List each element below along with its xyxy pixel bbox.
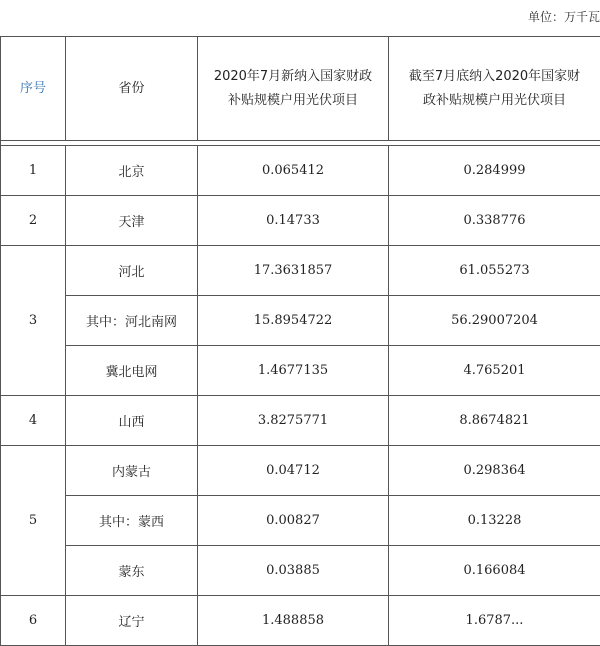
row-new-capacity: 17.3631857 bbox=[198, 246, 389, 296]
row-province: 北京 bbox=[66, 146, 198, 196]
row-new-capacity: 15.8954722 bbox=[198, 296, 389, 346]
header-new-july-text: 2020年7月新纳入国家财政补贴规模户用光伏项目 bbox=[198, 65, 388, 113]
table-row bbox=[1, 346, 600, 396]
header-cum-july-text: 截至7月底纳入2020年国家财政补贴规模户用光伏项目 bbox=[389, 65, 600, 113]
row-cumulative-capacity: 0.166084 bbox=[389, 546, 600, 596]
row-new-capacity: 0.00827 bbox=[198, 496, 389, 546]
header-row bbox=[1, 37, 600, 141]
table-row bbox=[1, 296, 600, 346]
row-seq: 4 bbox=[1, 396, 66, 446]
row-cumulative-capacity: 0.298364 bbox=[389, 446, 600, 496]
row-cumulative-capacity: 0.338776 bbox=[389, 196, 600, 246]
row-province: 内蒙古 bbox=[66, 446, 198, 496]
row-province: 天津 bbox=[66, 196, 198, 246]
table-row bbox=[1, 196, 600, 246]
row-new-capacity: 1.4677135 bbox=[198, 346, 389, 396]
row-new-capacity: 0.03885 bbox=[198, 546, 389, 596]
row-seq: 1 bbox=[1, 146, 66, 196]
header-province: 省份 bbox=[66, 37, 198, 141]
unit-label: 单位：万千瓦 bbox=[528, 8, 600, 25]
table-row bbox=[1, 146, 600, 196]
row-cumulative-capacity: 1.6787... bbox=[389, 596, 600, 646]
row-province: 其中：河北南网 bbox=[66, 296, 198, 346]
row-cumulative-capacity: 0.13228 bbox=[389, 496, 600, 546]
row-province: 蒙东 bbox=[66, 546, 198, 596]
table-row bbox=[1, 246, 600, 296]
row-province: 冀北电网 bbox=[66, 346, 198, 396]
subsidy-table bbox=[0, 36, 600, 646]
row-province: 河北 bbox=[66, 246, 198, 296]
row-cumulative-capacity: 61.055273 bbox=[389, 246, 600, 296]
row-new-capacity: 0.14733 bbox=[198, 196, 389, 246]
table-row bbox=[1, 396, 600, 446]
header-seq: 序号 bbox=[1, 37, 66, 141]
row-new-capacity: 1.488858 bbox=[198, 596, 389, 646]
table-row bbox=[1, 596, 600, 646]
row-cumulative-capacity: 8.8674821 bbox=[389, 396, 600, 446]
table-row bbox=[1, 546, 600, 596]
row-new-capacity: 0.04712 bbox=[198, 446, 389, 496]
row-province: 辽宁 bbox=[66, 596, 198, 646]
row-cumulative-capacity: 56.29007204 bbox=[389, 296, 600, 346]
row-province: 山西 bbox=[66, 396, 198, 446]
row-seq: 3 bbox=[1, 246, 66, 396]
header-new-july bbox=[198, 37, 389, 141]
row-cumulative-capacity: 4.765201 bbox=[389, 346, 600, 396]
row-seq: 2 bbox=[1, 196, 66, 246]
row-seq: 5 bbox=[1, 446, 66, 596]
table-row bbox=[1, 496, 600, 546]
row-cumulative-capacity: 0.284999 bbox=[389, 146, 600, 196]
row-province: 其中：蒙西 bbox=[66, 496, 198, 546]
header-cum-july bbox=[389, 37, 600, 141]
row-new-capacity: 3.8275771 bbox=[198, 396, 389, 446]
row-seq: 6 bbox=[1, 596, 66, 646]
row-new-capacity: 0.065412 bbox=[198, 146, 389, 196]
table-row bbox=[1, 446, 600, 496]
